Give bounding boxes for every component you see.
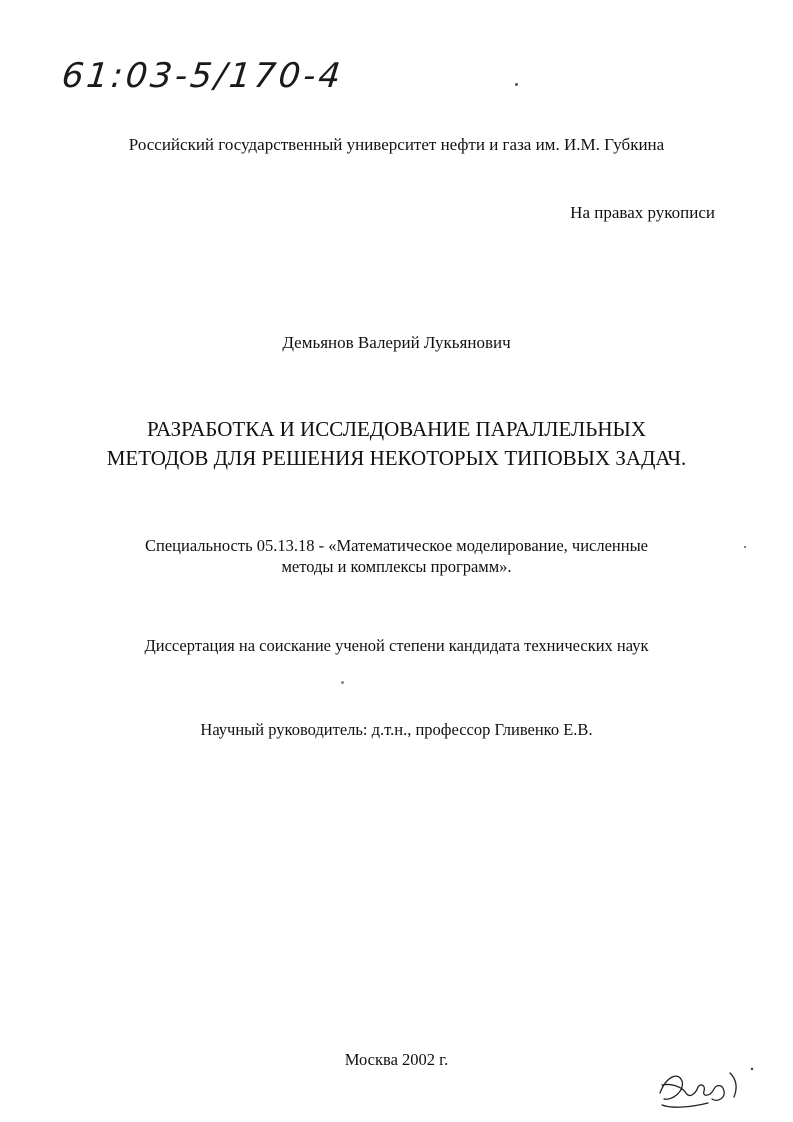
university-name: Российский государственный университет нефти и газа им. И.М. Губкина	[128, 135, 665, 154]
scan-speck	[744, 546, 746, 548]
scan-speck	[341, 681, 344, 684]
place-and-year: Москва 2002 г.	[344, 1050, 449, 1069]
title-line-2: МЕТОДОВ ДЛЯ РЕШЕНИЯ НЕКОТОРЫХ ТИПОВЫХ ЗАДАЧ.	[106, 446, 687, 470]
archive-code-handwritten: 61:03-5/170-4	[59, 56, 346, 96]
scientific-supervisor: Научный руководитель: д.т.н., профессор Гливенко Е.В.	[200, 720, 593, 739]
dissertation-title	[0, 415, 793, 473]
specialty	[0, 535, 793, 577]
specialty-line-2: методы и комплексы программ».	[281, 557, 512, 576]
scan-speck	[515, 83, 518, 86]
manuscript-rights-note: На правах рукописи	[570, 203, 715, 222]
specialty-line-1: Специальность 05.13.18 - «Математическое моделирование, численные	[145, 536, 648, 555]
author-name: Демьянов Валерий Лукьянович	[282, 333, 511, 352]
title-line-1: РАЗРАБОТКА И ИССЛЕДОВАНИЕ ПАРАЛЛЕЛЬНЫХ	[146, 417, 646, 441]
dissertation-degree: Диссертация на соискание ученой степени кандидата технических наук	[144, 636, 649, 655]
handwritten-signature-icon	[652, 1063, 762, 1113]
